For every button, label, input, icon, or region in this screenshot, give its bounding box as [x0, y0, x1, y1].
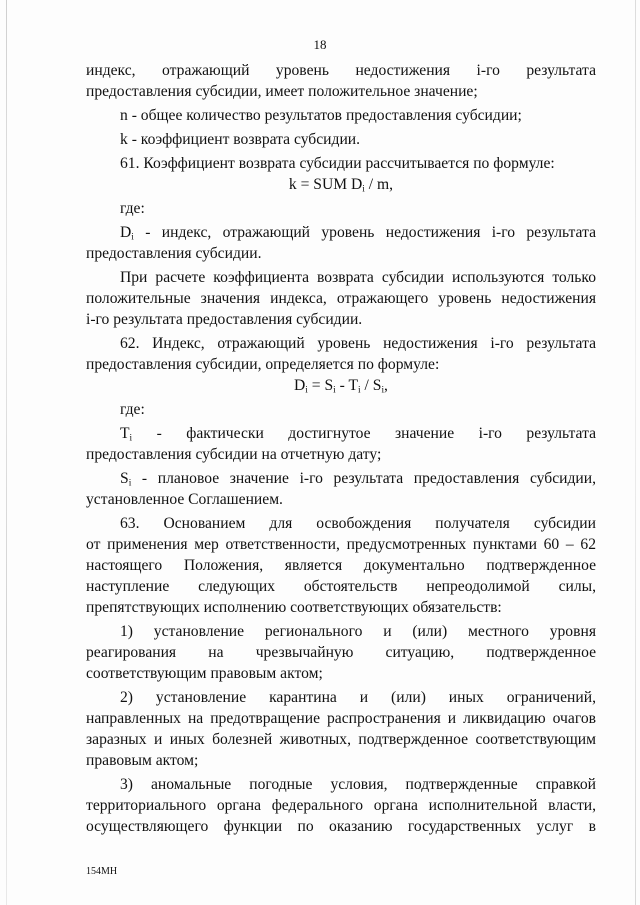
text-line: 1) установление регионального и (или) местного уровня	[120, 623, 596, 640]
document-code: 154МН	[86, 866, 118, 877]
definition-t: $T_i$ - фактически достигнутое значение i-го результата	[120, 425, 596, 444]
text-line: 2) установление карантина и (или) иных ограничений,	[120, 689, 596, 706]
document-body	[86, 60, 596, 837]
text-line: n - общее количество результатов предоставления субсидии;	[120, 107, 522, 124]
formula-k: k = SUM $D_i$ / m,	[288, 176, 394, 195]
text-line: соответствующим правовым актом;	[86, 665, 323, 682]
text-line: i-го результата предоставления субсидии.	[86, 311, 363, 328]
text-line: предоставления субсидии.	[86, 245, 262, 262]
text-line: территориального органа федерального органа исполнительной власти,	[86, 797, 596, 814]
text-line: k - коэффициент возврата субсидии.	[120, 131, 361, 148]
text-line: от применения мер ответственности, предусмотренных пунктами 60 – 62	[86, 536, 596, 553]
text-line: реагирования на чрезвычайную ситуацию, подтвержденное	[86, 644, 596, 661]
definition-s: $S_i$ - плановое значение i-го результата предоставления субсидии,	[120, 470, 596, 489]
text-line: предоставления субсидии, определяется по формуле:	[86, 356, 440, 373]
text-line: 61. Коэффициент возврата субсидии рассчитывается по формуле:	[120, 155, 555, 172]
text-line: правовым актом;	[86, 752, 199, 769]
text-line: индекс, отражающий уровень недостижения i-го результата	[86, 62, 596, 79]
text-line: При расчете коэффициента возврата субсидии используются только	[120, 269, 596, 286]
text-line: заразных и иных болезней животных, подтвержденное соответствующим	[86, 731, 596, 748]
text-line: предоставления субсидии, имеет положительное значение;	[86, 83, 478, 100]
text-line: установленное Соглашением.	[86, 491, 283, 508]
text-line: где:	[120, 200, 145, 217]
page-number: 18	[313, 37, 327, 52]
text-line: наступление следующих обстоятельств непреодолимой силы,	[86, 578, 596, 595]
text-line: где:	[120, 401, 145, 418]
text-line: препятствующих исполнению соответствующих обязательств:	[86, 599, 502, 616]
text-line: 63. Основанием для освобождения получателя субсидии	[120, 515, 596, 532]
text-line: осуществляющего функции по оказанию государственных услуг в	[86, 818, 596, 835]
text-line: направленных на предотвращение распространения и ликвидацию очагов	[86, 710, 596, 727]
formula-d: $D_i = S_i - T_i / S_i$,	[294, 377, 388, 396]
scan-edge-left	[6, 0, 7, 905]
scan-edge-right	[635, 0, 636, 905]
definition-d: $D_i$ - индекс, отражающий уровень недостижения i-го результата	[120, 224, 596, 243]
text-line: настоящего Положения, является документально подтвержденное	[86, 557, 596, 574]
text-line: 62. Индекс, отражающий уровень недостижения i-го результата	[120, 335, 596, 352]
text-line: 3) аномальные погодные условия, подтвержденные справкой	[120, 776, 596, 793]
text-line: предоставления субсидии на отчетную дату;	[86, 446, 382, 463]
text-line: положительные значения индекса, отражающего уровень недостижения	[86, 290, 596, 307]
